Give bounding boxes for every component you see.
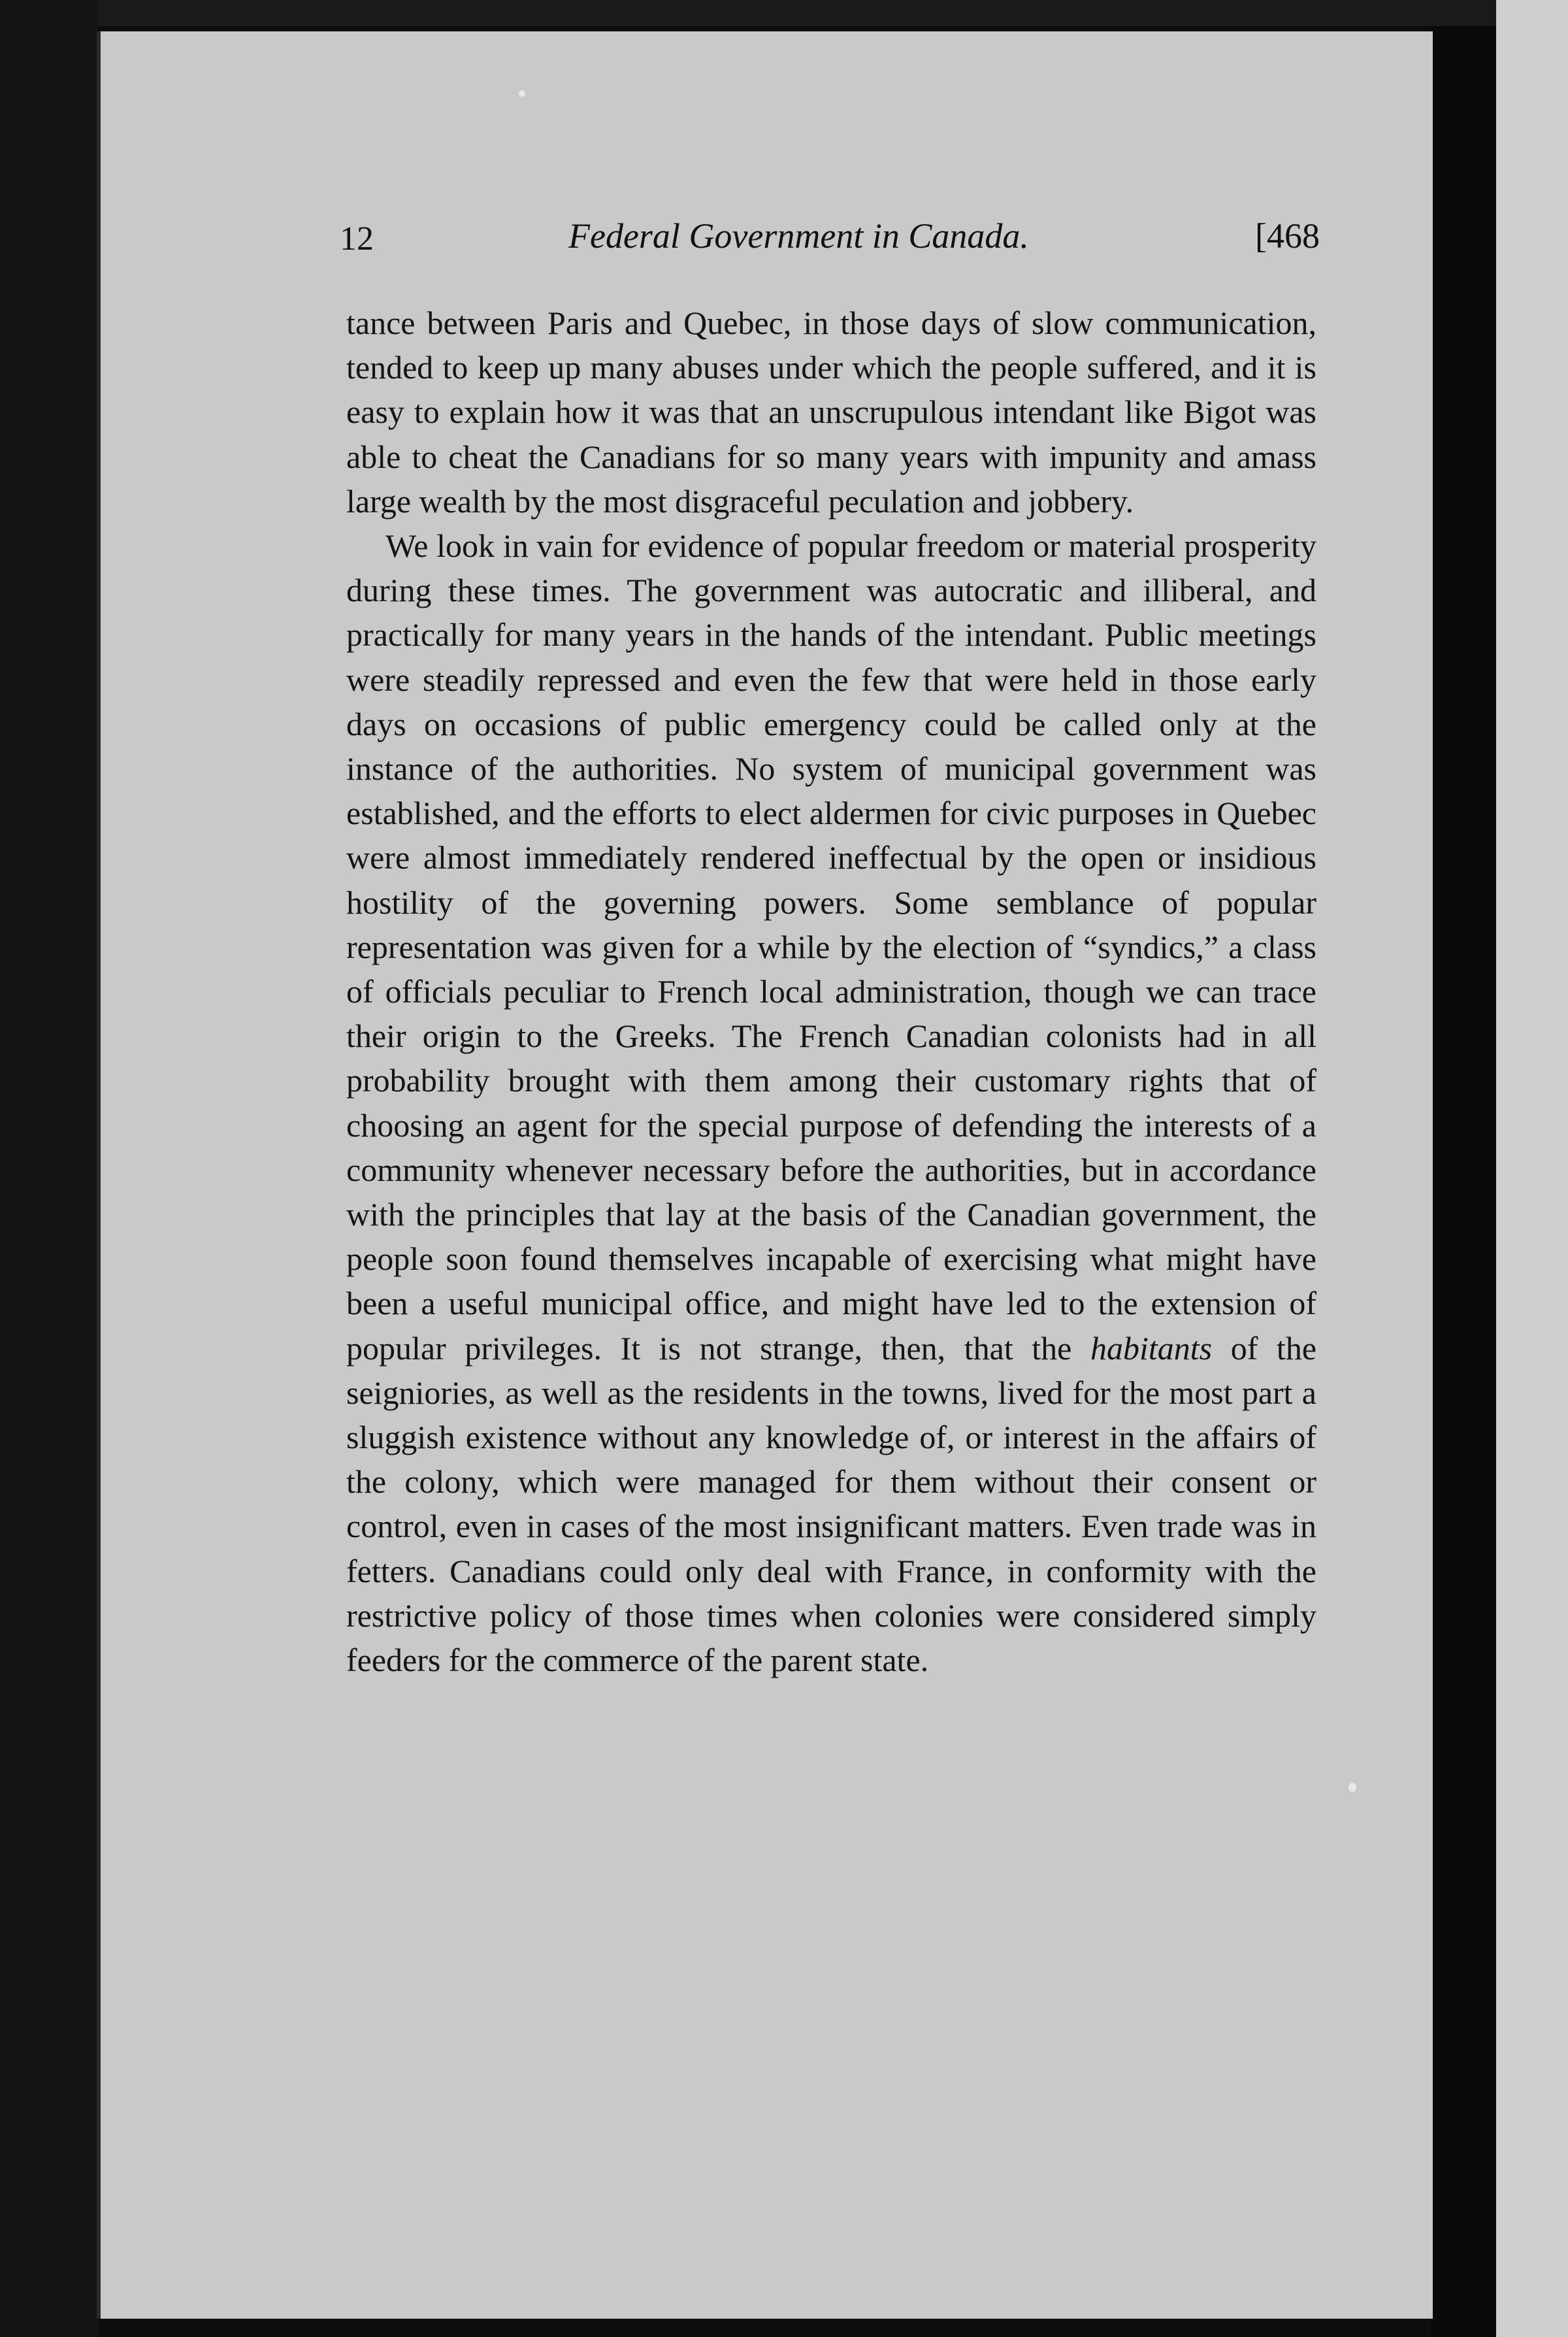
running-title: Federal Government in Canada. xyxy=(568,216,1029,256)
italic-term: habitants xyxy=(1090,1329,1213,1367)
text-run: We look in vain for evidence of popular freedom or material prosperity during these times. The government was autocratic and illiberal, and practically for many years in the hands of the intendant. Public meetings were steadily repressed and even the few that were held in those early days on occasions of public emergency could be called only at the instance of the authorities. No system of municipal government was established, and the efforts to elect aldermen for civic purposes in Quebec were almost immediately rendered ineffectual by the open or insidious hostility of the governing powers. Some semblance of popular representation was given for a while by the election of “syndics,” a class of officials peculiar to French local administration, though we can trace their origin to the Greeks. The French Canadian colonists had in all probability brought with them among their customary rights that of choosing an agent for the special purpose of defending the interests of a community whenever necessary before the authorities, but in accordance with the principles that lay at the basis of the Canadian government, the people soon found themselves incapable of exercising what might have been a useful municipal office, and might have led to the extension of popular privileges. It is not strange, then, that the xyxy=(346,527,1316,1367)
paragraph-continued xyxy=(346,301,1316,523)
book-binding-shadow xyxy=(0,0,98,2337)
body-text xyxy=(346,301,1316,1682)
next-page-edge xyxy=(1496,0,1568,2337)
paragraph xyxy=(346,523,1316,1682)
text-run: tance between Paris and Quebec, in those days of slow communication, tended to keep up many abuses under which the people suffered, and it is easy to explain how it was that an unscrupulous intendant like Bigot was able to cheat the Canadians for so many years with impunity and amass large wealth by the most disgraceful peculation and jobbery. xyxy=(346,305,1316,520)
dust-speck xyxy=(519,90,525,97)
page-number: 12 xyxy=(340,220,374,257)
running-head xyxy=(340,216,1320,274)
scan-top-border xyxy=(0,0,1568,26)
dust-speck xyxy=(1348,1783,1356,1792)
text-run: of the seigniories, as well as the residents in the towns, lived for the most part a sluggish existence without any knowledge of, or interest in the affairs of the colony, which were managed for them without their consent or control, even in cases of the most insignificant matters. Even trade was in fetters. Canadians could only deal with France, in conformity with the restrictive policy of those times when colonies were considered simply feeders for the commerce of the parent state. xyxy=(346,1329,1317,1679)
original-page-reference: [468 xyxy=(1255,216,1320,256)
